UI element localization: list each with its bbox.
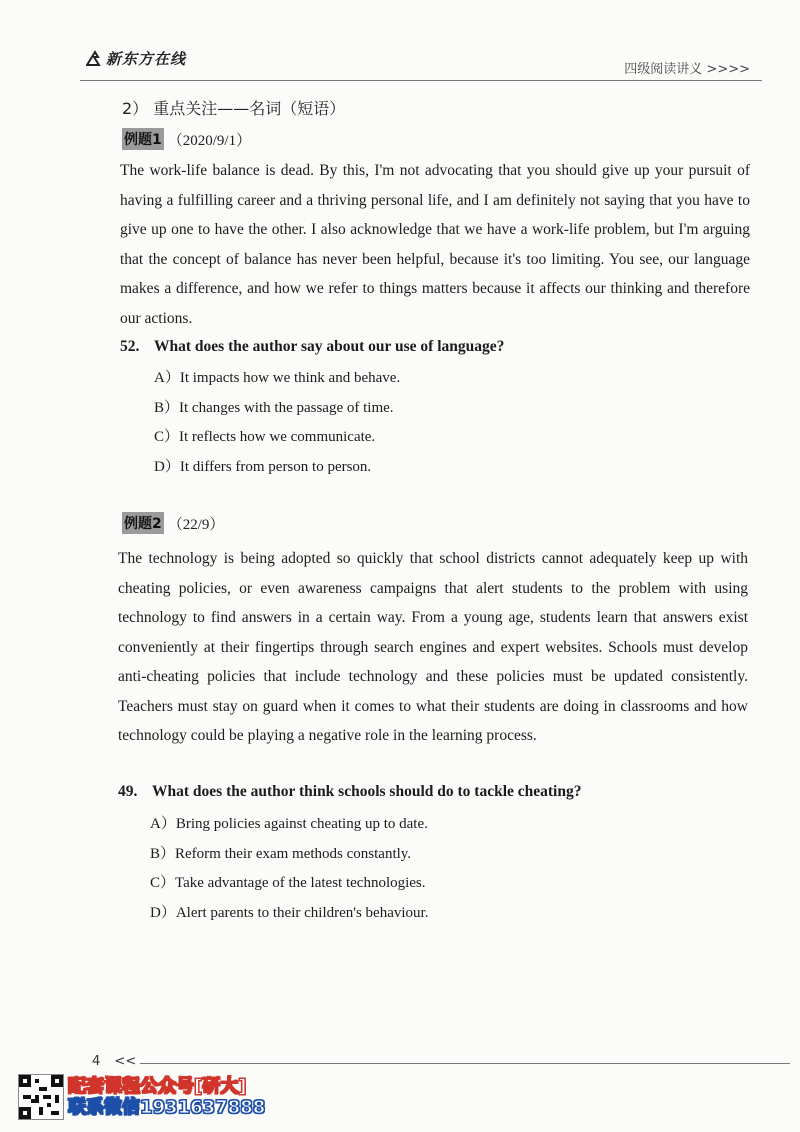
example1-option-b: B）It changes with the passage of time. — [154, 399, 394, 416]
example1-options — [154, 364, 400, 482]
logo-text: 新东方在线 — [106, 50, 187, 68]
page-number — [92, 1054, 136, 1069]
example2-option-c: C）Take advantage of the latest technologies. — [150, 875, 426, 891]
logo — [86, 48, 186, 69]
example1-question-text: What does the author say about our use of language? — [154, 338, 505, 355]
example2-tag-row — [122, 512, 224, 534]
example1-passage — [120, 156, 750, 333]
example1-option-a: A）It impacts how we think and behave. — [154, 370, 401, 386]
example2-question — [118, 783, 581, 801]
promo-line-1: 配套课程公众号[研大] — [68, 1076, 247, 1097]
promo-line-2: 联系微信1931637888 — [68, 1097, 266, 1118]
example1-passage-text: The work-life balance is dead. By this, I'm not advocating that you should give up your pursuit of having a fulfilling career and a thriving personal life, and I am definitely not saying that you have to give up one to have the other. I also acknowledge that we have a work-life problem, but I'm arguing that the concept of balance has never been helpful, because it's too limiting. You see, our language makes a difference, and how we refer to things matters because it affects our thinking and therefore our actions. — [120, 162, 750, 327]
example1-tag-row — [122, 128, 251, 150]
example2-date: （22/9） — [167, 516, 225, 533]
example2-passage-text: The technology is being adopted so quickly that school districts cannot adequately keep up with cheating policies, or even awareness campaigns that alert students to the problem with using technology to find answers in a certain way. From a young age, students learn that answers exist conveniently at their fingertips through search engines and expert websites. Schools must develop anti-cheating policies that include technology and these policies must be updated consistently. Teachers must stay on guard when it comes to what their students are doing in classrooms and how technology could be playing a negative role in the learning process. — [118, 550, 748, 744]
example2-options — [150, 810, 428, 928]
example2-question-number: 49. — [118, 783, 138, 800]
page-header — [0, 0, 800, 90]
page-number-value: 4 — [92, 1054, 101, 1069]
promo-text — [68, 1076, 265, 1118]
example1-tag: 例题1 — [122, 128, 164, 150]
example2-question-text: What does the author think schools should do to tackle cheating? — [152, 783, 582, 800]
qr-code-icon[interactable] — [18, 1074, 64, 1120]
example1-question — [120, 338, 504, 356]
example2-option-a: A）Bring policies against cheating up to date. — [150, 816, 428, 832]
example1-question-number: 52. — [120, 338, 140, 355]
header-course-title: 四级阅读讲义 >>>> — [624, 62, 750, 77]
example2-option-d: D）Alert parents to their children's behaviour. — [150, 904, 429, 921]
page-arrows: << — [114, 1054, 137, 1069]
promo-banner — [18, 1074, 265, 1120]
example1-option-d: D）It differs from person to person. — [154, 458, 372, 475]
footer-divider — [140, 1063, 790, 1064]
example1-option-c: C）It reflects how we communicate. — [154, 429, 376, 445]
example2-passage — [118, 544, 748, 751]
example2-option-b: B）Reform their exam methods constantly. — [150, 845, 412, 862]
example1-date: （2020/9/1） — [167, 132, 252, 149]
example2-tag: 例题2 — [122, 512, 164, 534]
header-divider — [80, 80, 762, 81]
section-heading: 2） 重点关注——名词（短语） — [122, 99, 346, 118]
logo-mark-icon — [86, 50, 104, 68]
